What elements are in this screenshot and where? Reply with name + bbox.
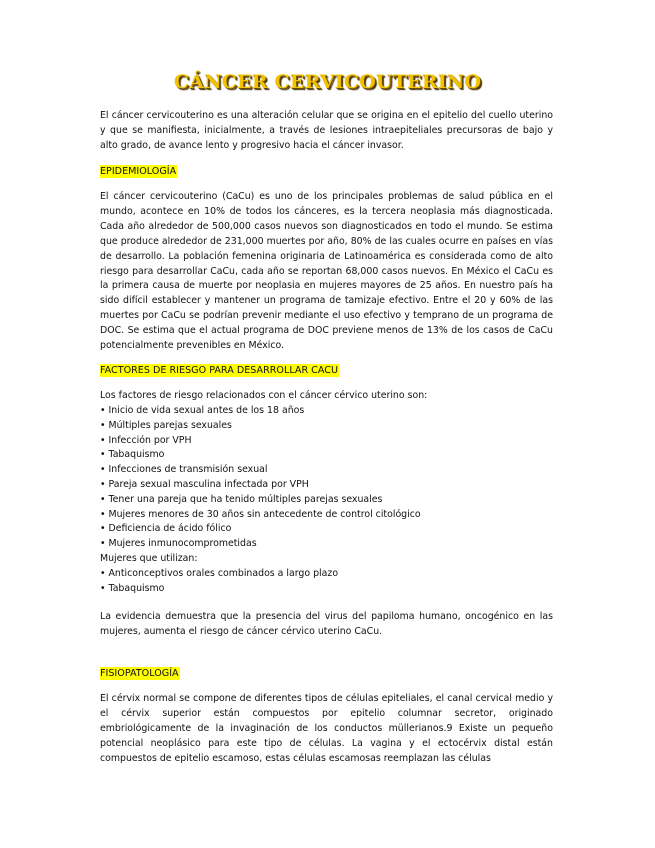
factores-sub-lead: Mujeres que utilizan: (100, 553, 198, 564)
heading-epidemiologia (100, 165, 177, 178)
list-item: • Anticonceptivos orales combinados a largo plazo (100, 567, 553, 582)
list-item: • Inicio de vida sexual antes de los 18 años (100, 404, 553, 419)
evidence-paragraph: La evidencia demuestra que la presencia del virus del papiloma humano, oncogénico en las mujeres, aumenta el riesgo de cáncer cérvico uterino CaCu. (100, 611, 553, 637)
intro-paragraph: El cáncer cervicouterino es una alteración celular que se origina en el epitelio del cuello uterino y que se manifiesta, inicialmente, a través de lesiones intraepiteliales precursoras de bajo y alto grado, de avance lento y progresivo hacia el cáncer invasor. (100, 110, 553, 151)
heading-epidemiologia-text: EPIDEMIOLOGÍA (100, 166, 177, 177)
heading-factores (100, 364, 339, 377)
heading-fisiopatologia-text: FISIOPATOLOGÍA (100, 668, 179, 679)
list-item: • Tabaquismo (100, 448, 553, 463)
list-item: • Deficiencia de ácido fólico (100, 522, 553, 537)
list-item: • Tener una pareja que ha tenido múltiples parejas sexuales (100, 493, 553, 508)
list-item: • Mujeres menores de 30 años sin antecedente de control citológico (100, 508, 553, 523)
list-item: • Tabaquismo (100, 582, 553, 597)
risk-factor-sublist (100, 567, 553, 597)
list-item: • Pareja sexual masculina infectada por VPH (100, 478, 553, 493)
list-item: • Mujeres inmunocomprometidas (100, 537, 553, 552)
fisiopatologia-paragraph: El cérvix normal se compone de diferentes tipos de células epiteliales, el canal cervical medio y el cérvix superior están compuestos por epitelio columnar secretor, originado embriológicamente de la invaginación de los conductos müllerianos.9 Existe un pequeño potencial neoplásico para este tipo de células. La vagina y el ectocérvix distal están compuestos de epitelio escamoso, estas células escamosas reemplazan las células (100, 693, 553, 764)
document-title: CÁNCER CERVICOUTERINO (173, 71, 482, 93)
list-item: • Infección por VPH (100, 434, 553, 449)
heading-fisiopatologia (100, 667, 180, 680)
list-item: • Infecciones de transmisión sexual (100, 463, 553, 478)
heading-factores-text: FACTORES DE RIESGO PARA DESARROLLAR CACU (100, 365, 338, 376)
risk-factor-list (100, 404, 553, 552)
list-item: • Múltiples parejas sexuales (100, 419, 553, 434)
epidemiologia-paragraph: El cáncer cervicouterino (CaCu) es uno de los principales problemas de salud pública en el mundo, acontece en 10% de todos los cánceres, es la tercera neoplasia más diagnosticada. Cada año alrededor de 500,000 casos nuevos son diagnosticados en todo el mundo. Se estima que produce alrededor de 231,000 muertes por año, 80% de las cuales ocurre en países en vías de desarrollo. La población femenina originaria de Latinoamérica es considerada como de alto riesgo para desarrollar CaCu, cada año se reportan 68,000 casos nuevos. En México el CaCu es la primera causa de muerte por neoplasia en mujeres mayores de 25 años. En nuestro país ha sido difícil establecer y mantener un programa de tamizaje efectivo. Entre el 20 y 60% de las muertes por CaCu se podrían prevenir mediante el uso efectivo y temprano de un programa de DOC. Se estima que el actual programa de DOC previene menos de 13% de los casos de CaCu potencialmente prevenibles en México. (100, 191, 553, 352)
factores-lead: Los factores de riesgo relacionados con el cáncer cérvico uterino son: (100, 390, 428, 401)
